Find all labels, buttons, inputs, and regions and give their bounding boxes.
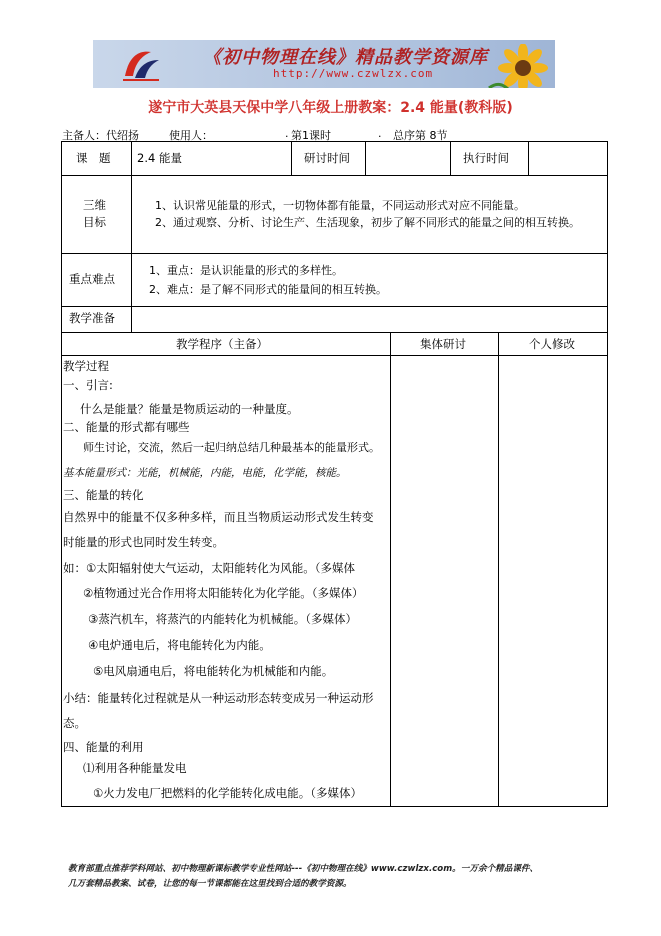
goal-item: 1、认识常见能量的形式，一切物体都有能量，不同运动形式对应不同能量。	[155, 199, 525, 212]
section-heading: 一、引言:	[63, 378, 113, 392]
paragraph: 什么是能量？能量是物质运动的一种量度。	[80, 402, 299, 416]
process-title: 教学过程	[63, 359, 109, 373]
lesson-plan-table	[61, 141, 608, 807]
document-title: 遂宁市大英县天保中学八年级上册教案：2.4 能量(教科版)	[148, 100, 513, 116]
banner-title: 《初中物理在线》精品教学资源库	[203, 47, 488, 68]
discuss-time-value-cell	[365, 141, 451, 176]
separator-dot: .	[285, 127, 289, 140]
page-footer	[68, 862, 628, 892]
separator-dot: .	[378, 127, 382, 140]
summary-line: 态。	[63, 716, 86, 730]
example-item: ①火力发电厂把燃料的化学能转化成电能。（多媒体）	[93, 786, 363, 800]
total-sequence-label: 总序第 8节	[393, 129, 448, 142]
exec-time-value-cell	[528, 141, 608, 176]
example-item: ③蒸汽机车，将蒸汽的内能转化为机械能。（多媒体）	[88, 612, 358, 626]
user-label: 使用人：	[169, 129, 213, 142]
goals-label-line1: 三维	[83, 198, 106, 212]
preparation-label: 教学准备	[69, 311, 115, 325]
discuss-time-label: 研讨时间	[304, 151, 350, 165]
key-point-item: 1、重点：是认识能量的形式的多样性。	[149, 264, 343, 277]
paragraph: 自然界中的能量不仅多种多样，而且当物质运动形式发生转变	[63, 510, 374, 524]
key-points-label: 重点难点	[69, 272, 115, 286]
sub-heading: ⑴利用各种能量发电	[83, 761, 187, 775]
personal-content-cell	[498, 355, 608, 807]
energy-forms-note: 基本能量形式：光能，机械能，内能，电能，化学能，核能。	[63, 467, 347, 479]
key-point-item: 2、难点：是了解不同形式的能量间的相互转换。	[149, 283, 387, 296]
goals-content-cell	[131, 175, 608, 254]
paragraph: 时能量的形式也同时发生转变。	[63, 535, 224, 549]
example-item: ②植物通过光合作用将太阳能转化为化学能。（多媒体）	[83, 586, 364, 600]
section-heading: 四、能量的利用	[63, 740, 144, 754]
footer-line: 几万套精品教案、试卷，让您的每一节课都能在这里找到合适的教学资源。	[68, 879, 352, 889]
banner-url[interactable]: http://www.czwlzx.com	[273, 67, 434, 80]
example-item: ④电炉通电后，将电能转化为内能。	[88, 638, 271, 652]
period-label: 第1课时	[291, 129, 331, 142]
footer-line: 教育部重点推荐学科网站、初中物理新课标教学专业性网站---《初中物理在线》www.czwlzx.com。一万余个精品课件、	[68, 864, 539, 874]
goals-label-line2: 目标	[83, 215, 106, 229]
header-banner	[93, 40, 555, 88]
paragraph: 师生讨论，交流，然后一起归纳总结几种最基本的能量形式。	[83, 441, 380, 454]
personal-header: 个人修改	[529, 337, 575, 351]
group-header: 集体研讨	[420, 337, 466, 351]
summary-line: 小结：能量转化过程就是从一种运动形态转变成另一种运动形	[63, 691, 374, 705]
preparation-content-cell	[131, 306, 608, 333]
key-points-content-cell	[131, 253, 608, 307]
topic-label: 课 题	[76, 151, 111, 165]
section-heading: 二、能量的形式都有哪些	[63, 420, 190, 434]
preparer-label: 主备人：代绍扬	[62, 129, 139, 142]
sunflower-icon	[485, 44, 551, 88]
topic-value: 2.4 能量	[137, 151, 182, 165]
group-content-cell	[390, 355, 499, 807]
section-heading: 三、能量的转化	[63, 488, 144, 502]
example-item: 如：①太阳辐射使大气运动，太阳能转化为风能。（多媒体	[63, 561, 356, 575]
exec-time-label: 执行时间	[463, 151, 509, 165]
procedure-header: 教学程序（主备）	[176, 337, 268, 351]
goal-item: 2、通过观察、分析、讨论生产、生活现象，初步了解不同形式的能量之间的相互转换。	[155, 216, 580, 229]
site-logo-icon	[121, 46, 161, 82]
example-item: ⑤电风扇通电后，将电能转化为机械能和内能。	[93, 664, 334, 678]
